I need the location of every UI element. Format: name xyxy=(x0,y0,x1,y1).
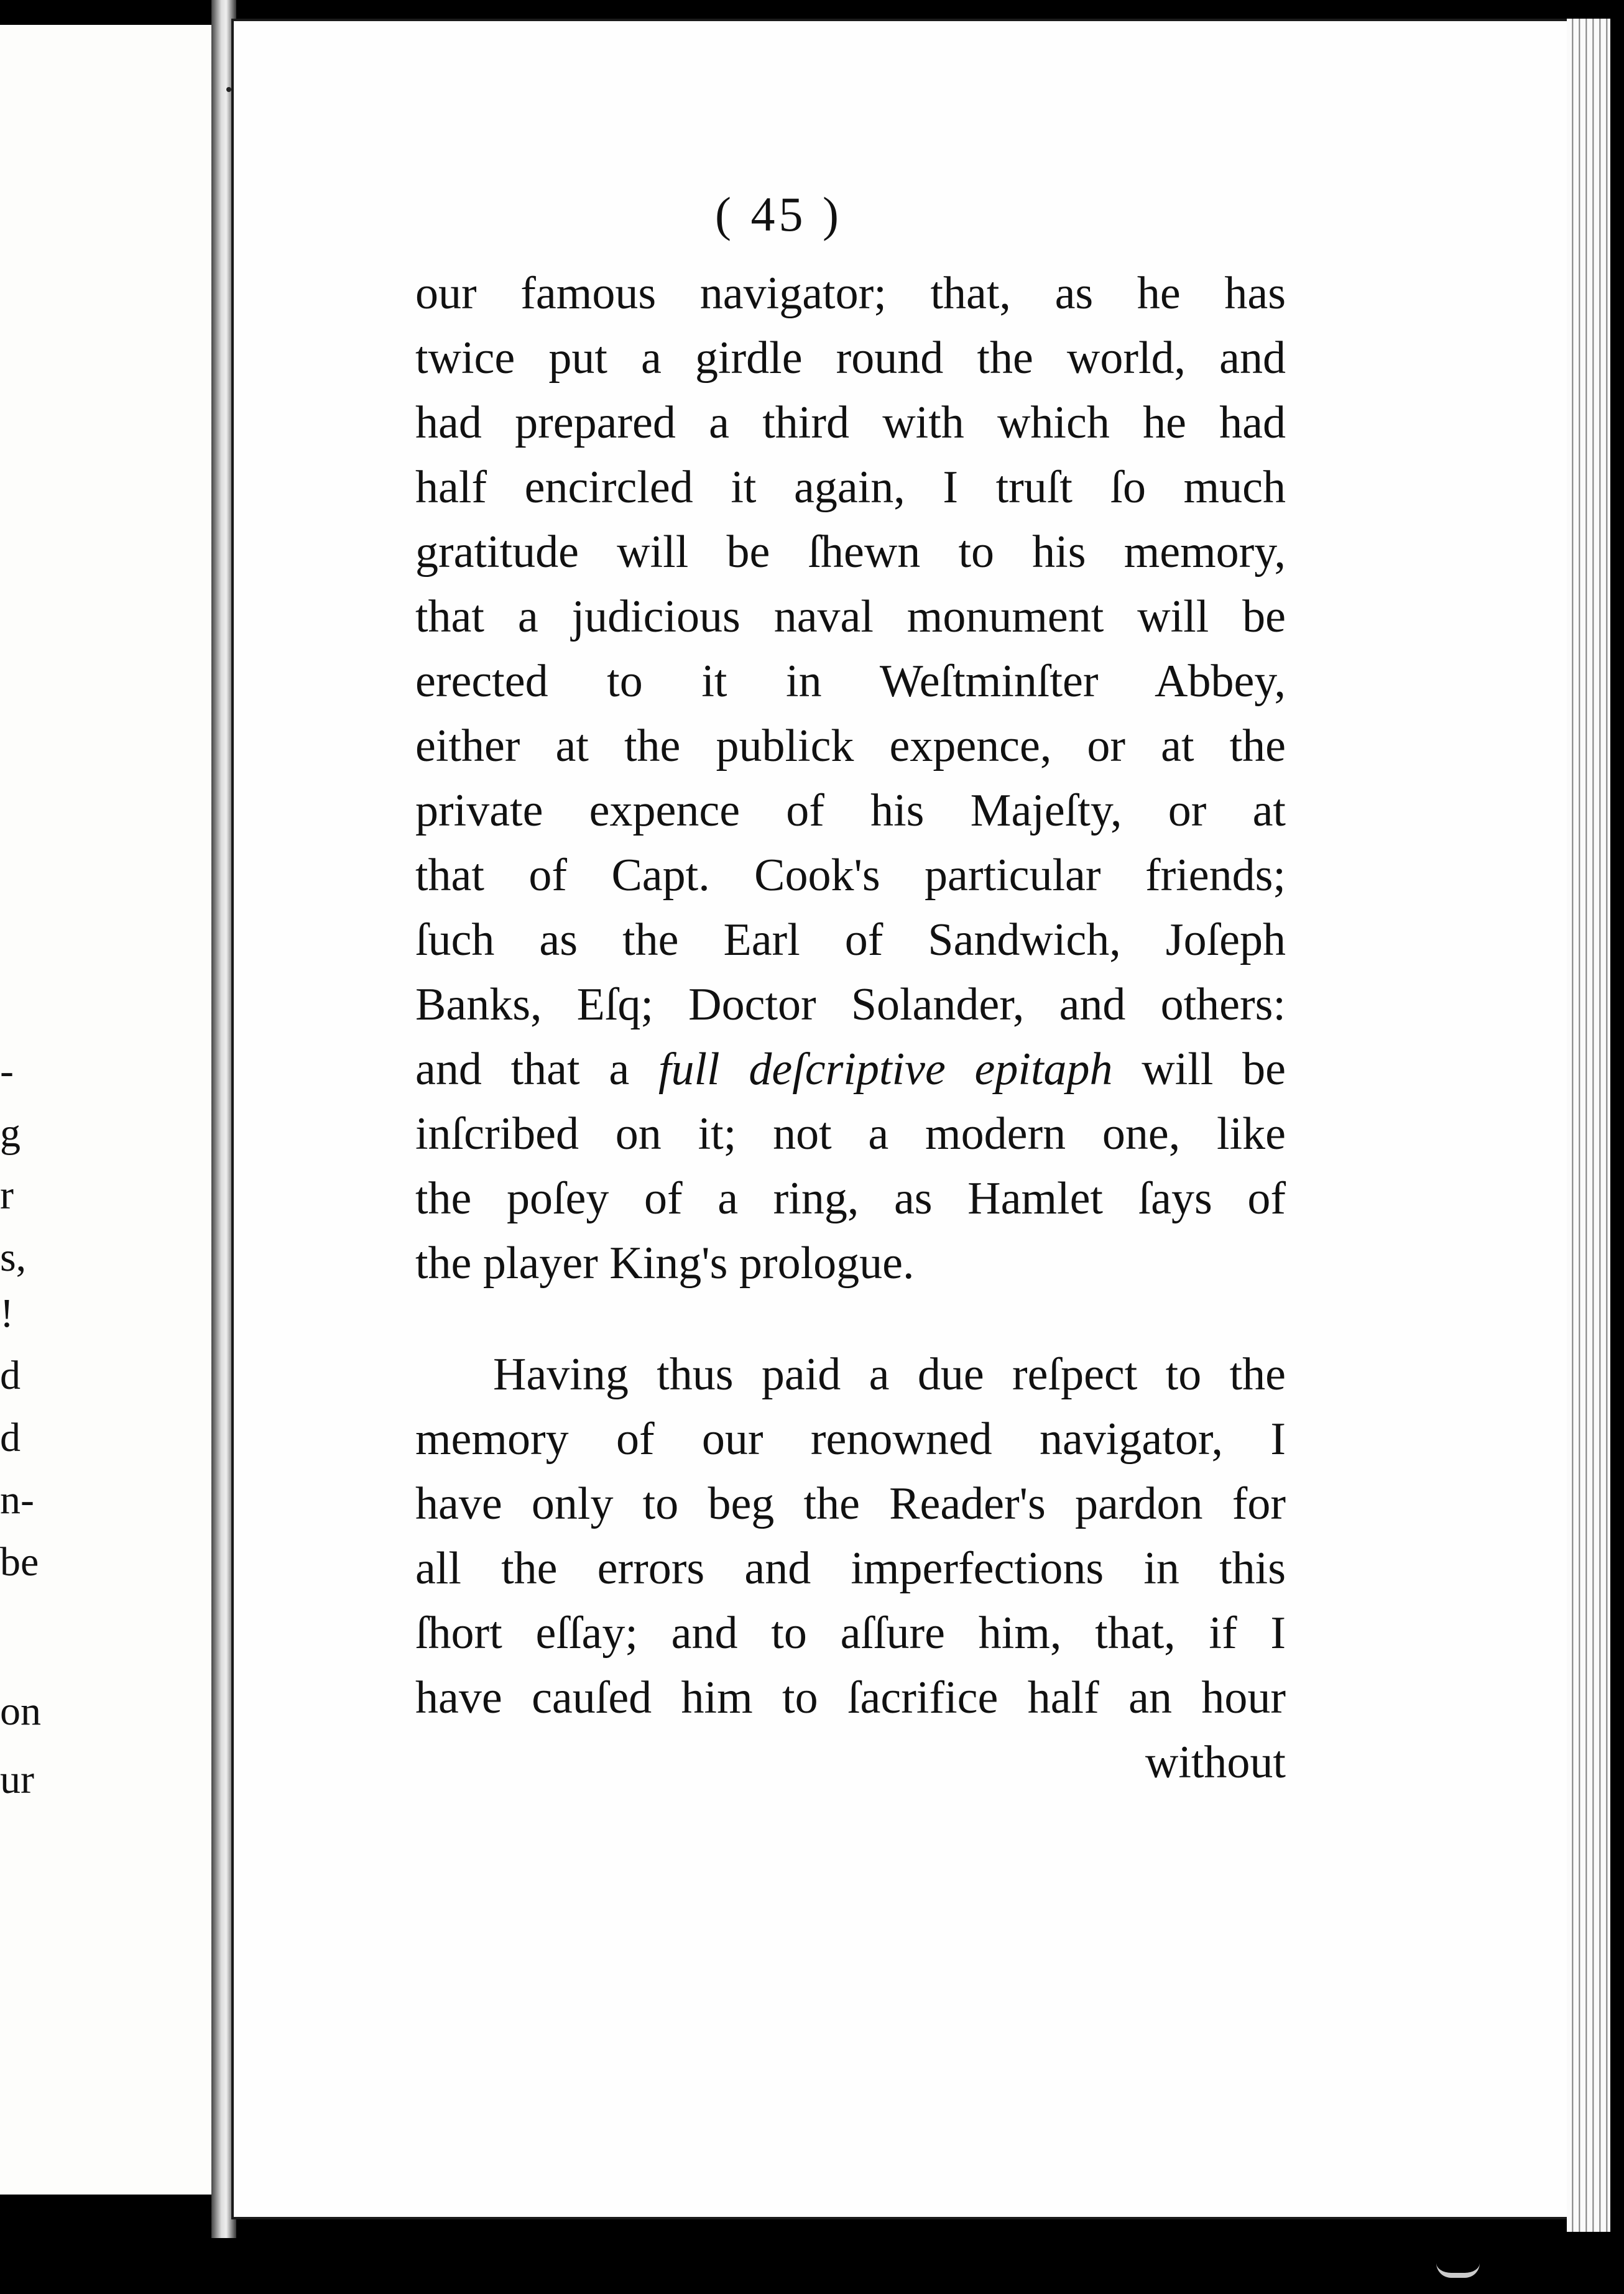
text-segment: and that a xyxy=(415,1044,658,1095)
text-line-epitaph xyxy=(415,1037,1286,1102)
italic-phrase: full deſcriptive epitaph xyxy=(658,1044,1113,1095)
text-line: all the errors and imperfections in this xyxy=(415,1543,1286,1594)
text-line: the poſey of a ring, as Hamlet ſays of xyxy=(415,1173,1286,1224)
text-line: ſuch as the Earl of Sandwich, Joſeph xyxy=(415,914,1286,965)
left-fragment: n- xyxy=(0,1477,34,1522)
body-text xyxy=(415,261,1286,1795)
paragraph-2 xyxy=(415,1342,1286,1730)
text-line: that a judicious naval monument will be xyxy=(415,591,1286,642)
text-line: have only to beg the Reader's pardon for xyxy=(415,1478,1286,1529)
text-line: private expence of his Majeſty, or at xyxy=(415,785,1286,836)
left-fragment: ! xyxy=(0,1291,14,1336)
left-fragment: d xyxy=(0,1415,21,1460)
text-line: the player King's prologue. xyxy=(415,1238,915,1289)
left-fragment: g xyxy=(0,1110,21,1156)
text-line: half encircled it again, I truſt ſo much xyxy=(415,462,1286,513)
text-line: erected to it in Weſtminſter Abbey, xyxy=(415,656,1286,707)
left-fragment: s, xyxy=(0,1235,27,1280)
left-fragment: d xyxy=(0,1353,21,1398)
left-facing-page xyxy=(0,25,224,2195)
text-line: had prepared a third with which he had xyxy=(415,397,1286,448)
text-line: inſcribed on it; not a modern one, like xyxy=(415,1108,1286,1159)
text-line: Having thus paid a due reſpect to the xyxy=(493,1349,1286,1400)
text-segment: will be xyxy=(1112,1044,1286,1095)
text-line: our famous navigator; that, as he has xyxy=(415,268,1286,319)
text-line: ſhort eſſay; and to aſſure him, that, if I xyxy=(415,1608,1286,1659)
text-line: memory of our renowned navigator, I xyxy=(415,1414,1286,1465)
catchword: without xyxy=(1145,1737,1286,1788)
text-line: that of Capt. Cook's particular friends; xyxy=(415,850,1286,901)
text-line: Banks, Eſq; Doctor Solander, and others: xyxy=(415,979,1286,1030)
text-line: either at the publick expence, or at the xyxy=(415,721,1286,772)
left-fragment: be xyxy=(0,1539,39,1585)
text-line: twice put a girdle round the world, and xyxy=(415,333,1286,384)
left-fragment: on xyxy=(0,1688,41,1734)
ink-speck xyxy=(226,87,231,92)
text-line: have cauſed him to ſacrifice half an hour xyxy=(415,1672,1286,1723)
left-fragment: ur xyxy=(0,1757,34,1802)
page-number: ( 45 ) xyxy=(715,187,842,241)
page-edges xyxy=(1567,19,1610,2232)
left-fragment: r xyxy=(0,1172,14,1218)
text-line: gratitude will be ſhewn to his memory, xyxy=(415,527,1286,578)
left-fragment: - xyxy=(0,1048,14,1094)
paragraph-1 xyxy=(415,261,1286,1296)
